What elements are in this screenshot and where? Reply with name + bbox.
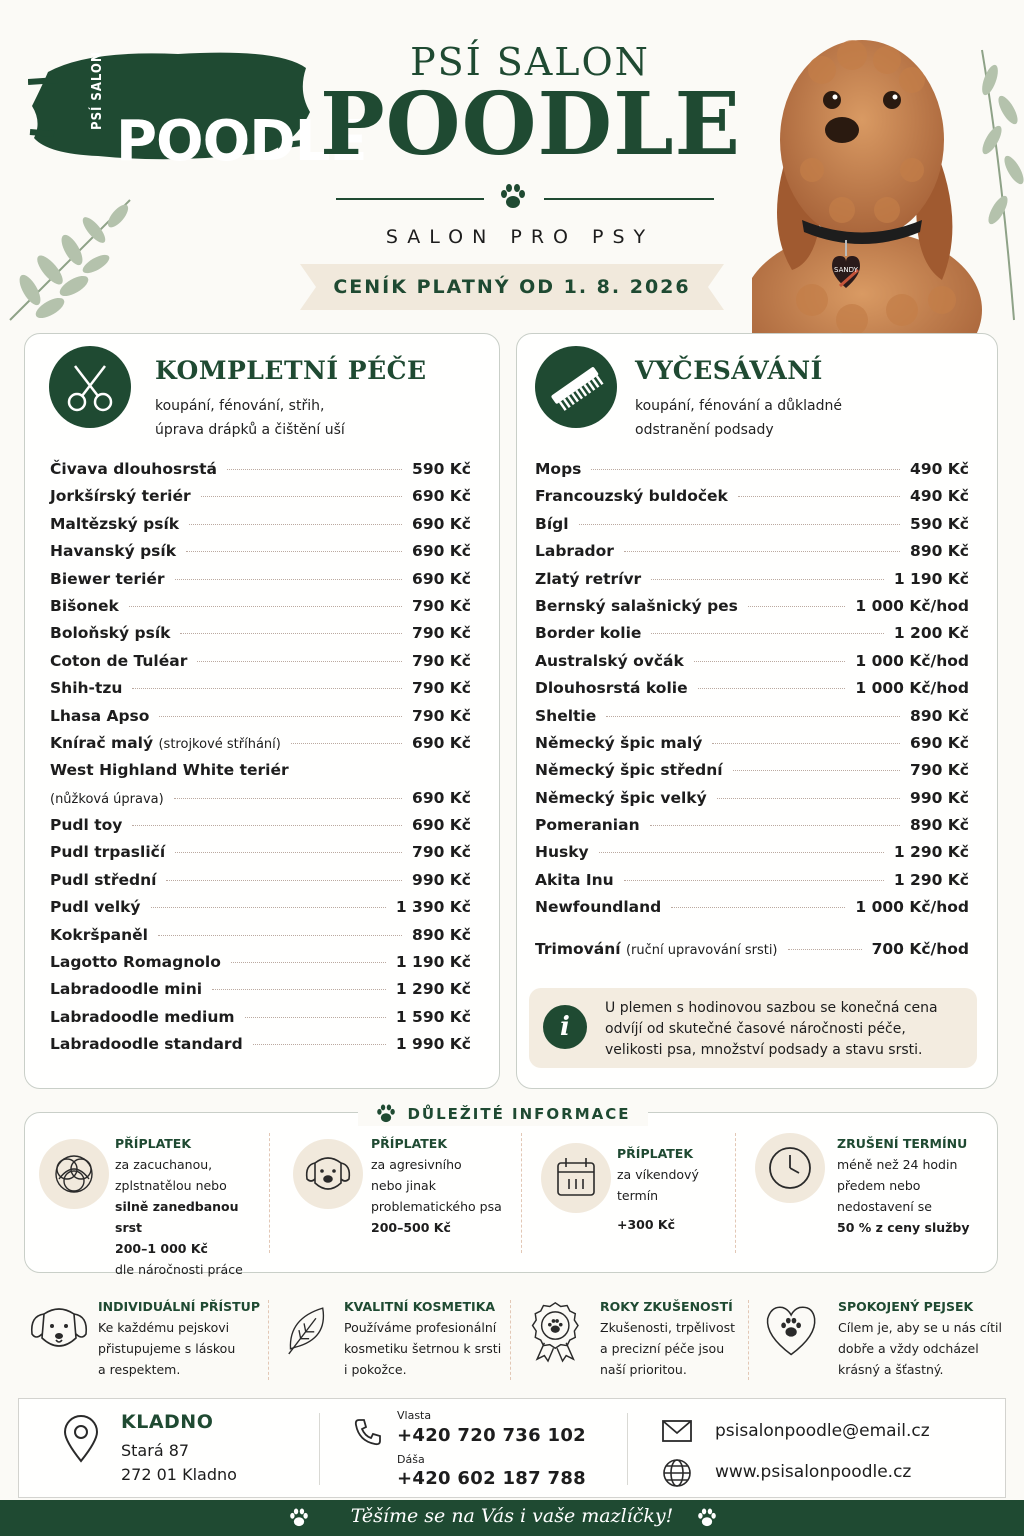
contact-address: Stará 87 272 01 Kladno: [121, 1441, 237, 1484]
price-value: 790 Kč: [412, 679, 471, 698]
feature-years-experience: ROKY ZKUŠENOSTÍ Zkušenosti, trpělivost a precizní péče jsou naší prioritou.: [528, 1296, 778, 1386]
price-row: [50, 816, 471, 843]
breed-name: Zlatý retrívr: [535, 569, 642, 588]
price-row: [50, 843, 471, 870]
brushing-price-list: [535, 460, 969, 926]
price-value: 690 Kč: [412, 487, 471, 506]
brushing-panel: [516, 333, 998, 1089]
header-line1: PSÍ SALON: [410, 40, 650, 84]
feature-individual-approach: INDIVIDUÁLNÍ PŘÍSTUP Ke každému pejskovi přistupujeme s láskou a respektem.: [26, 1296, 276, 1386]
surcharge-aggressive-dog: PŘÍPLATEK za agresivního nebo jinak problematického psa 200–500 Kč: [281, 1133, 521, 1263]
breed-name: Pomeranian: [535, 816, 640, 835]
trimming-row-wrap: [535, 940, 969, 967]
paw-icon: [375, 1103, 397, 1125]
price-row: [50, 542, 471, 569]
price-row: [535, 816, 969, 843]
heart-paw-icon: [762, 1296, 824, 1366]
price-value: 1 000 Kč/hod: [855, 898, 969, 917]
poodle-dog-image: [752, 20, 1024, 340]
phone1[interactable]: +420 720 736 102: [397, 1425, 586, 1446]
price-value: 790 Kč: [412, 596, 471, 615]
breed-name: Labradoodle mini: [50, 980, 203, 999]
brushing-title: VYČESÁVÁNÍ: [635, 356, 823, 385]
globe-icon: [661, 1457, 693, 1489]
price-value: 1 200 Kč: [893, 624, 969, 643]
breed-name: Maltězský psík: [50, 514, 180, 533]
price-row: [50, 597, 471, 624]
breed-name: Lhasa Apso: [50, 706, 150, 725]
breed-name: Pudl trpasličí: [50, 843, 166, 862]
breed-name: Labradoodle medium: [50, 1007, 235, 1026]
price-row: [535, 707, 969, 734]
contact-bar: [18, 1398, 1006, 1498]
breed-name: Australský ovčák: [535, 651, 684, 670]
price-row: [535, 843, 969, 870]
price-row: [535, 597, 969, 624]
breed-name: Boloňský psík: [50, 624, 171, 643]
divider: [319, 1413, 320, 1485]
breed-name: Jorkšírský teriér: [50, 487, 191, 506]
price-value: 1 290 Kč: [893, 843, 969, 862]
price-value: 890 Kč: [412, 925, 471, 944]
price-row: [50, 487, 471, 514]
price-value: 1 290 Kč: [395, 980, 471, 999]
price-row: [50, 980, 471, 1007]
breed-name: Bígl: [535, 514, 569, 533]
important-info-heading: DŮLEŽITÉ INFORMACE: [358, 1102, 648, 1126]
breed-name: West Highland White teriér: [50, 761, 289, 780]
phone1-label: Vlasta: [397, 1409, 432, 1422]
price-value: 690 Kč: [412, 542, 471, 561]
breed-name: Newfoundland: [535, 898, 662, 917]
breed-name: Biewer teriér: [50, 569, 165, 588]
breed-name: Bernský salašnický pes: [535, 596, 738, 615]
price-value: 1 590 Kč: [395, 1007, 471, 1026]
email-icon: [661, 1419, 693, 1443]
price-row: [535, 542, 969, 569]
header-rule-left: [336, 198, 484, 200]
price-value: 1 000 Kč/hod: [855, 596, 969, 615]
contact-city: KLADNO: [121, 1411, 214, 1433]
price-value: 890 Kč: [910, 542, 969, 561]
price-value: 890 Kč: [910, 706, 969, 725]
divider: [268, 1300, 269, 1380]
price-row: [535, 515, 969, 542]
price-row: [50, 761, 471, 788]
price-row: [50, 679, 471, 706]
price-row: [50, 570, 471, 597]
breed-name: Mops: [535, 460, 582, 478]
price-value: 890 Kč: [910, 816, 969, 835]
price-value: 490 Kč: [910, 460, 969, 478]
breed-name: Akita Inu: [535, 870, 614, 889]
divider: [627, 1413, 628, 1485]
breed-name: Coton de Tuléar: [50, 651, 188, 670]
breed-name: Husky: [535, 843, 589, 862]
phone2[interactable]: +420 602 187 788: [397, 1468, 586, 1489]
scissors-icon: [49, 346, 131, 428]
dog-face-icon: [26, 1296, 92, 1366]
divider: [269, 1133, 270, 1253]
price-value: 1 190 Kč: [893, 569, 969, 588]
award-badge-icon: [528, 1296, 588, 1366]
breed-name: Čivava dlouhosrstá: [50, 460, 217, 478]
breed-name: Border kolie: [535, 624, 642, 643]
logo-small-text: PSÍ SALON: [90, 51, 105, 130]
phone-icon: [353, 1417, 383, 1447]
price-row: [535, 761, 969, 788]
surcharge-matted-fur: PŘÍPLATEK za zacuchanou, zplstnatělou nebo silně zanedbanou srst 200–1 000 Kč dle náročnosti práce: [25, 1133, 265, 1263]
price-row: [535, 460, 969, 487]
footer-bar: [0, 1500, 1024, 1536]
logo-big-text: POODLE: [116, 109, 367, 174]
brushing-description: koupání, fénování a důkladné odstranění podsady: [635, 398, 842, 438]
breed-name: Labradoodle standard: [50, 1035, 243, 1054]
feature-happy-dog: SPOKOJENÝ PEJSEK Cílem je, aby se u nás cítil dobře a vždy odcházel krásný a šťastný.: [762, 1296, 1012, 1386]
price-value: 690 Kč: [412, 514, 471, 533]
divider: [510, 1300, 511, 1380]
price-row: [50, 953, 471, 980]
price-value: 590 Kč: [412, 460, 471, 478]
price-row: [50, 789, 471, 816]
price-value: 790 Kč: [412, 624, 471, 643]
price-row: [50, 1008, 471, 1035]
price-row: [50, 898, 471, 925]
leaves-left-icon: [0, 180, 140, 330]
price-row: [50, 734, 471, 761]
hourly-rate-info-box: [529, 988, 977, 1068]
contact-email[interactable]: psisalonpoodle@email.cz: [715, 1421, 930, 1441]
footer-text: Těšíme se na Vás i vaše mazlíčky!: [350, 1505, 674, 1527]
breed-name: Lagotto Romagnolo: [50, 953, 221, 972]
price-row: [535, 570, 969, 597]
breed-name: Kokršpaněl: [50, 925, 148, 944]
price-value: 690 Kč: [412, 733, 471, 752]
price-value: 690 Kč: [412, 816, 471, 835]
info-text: U plemen s hodinovou sazbou se konečná cena odvíjí od skutečné časové náročnosti péče, velikosti psa, množství podsady a stavu srsti.: [605, 1000, 938, 1058]
divider: [735, 1133, 736, 1253]
price-row: [535, 624, 969, 651]
price-row: [50, 515, 471, 542]
breed-name: Havanský psík: [50, 542, 177, 561]
price-row: [50, 707, 471, 734]
feature-quality-cosmetics: KVALITNÍ KOSMETIKA Používáme profesionální kosmetiku šetrnou k srsti i pokožce.: [282, 1296, 532, 1386]
breed-name: Německý špic malý: [535, 733, 703, 752]
breed-name: Německý špic velký: [535, 788, 707, 807]
breed-name: (nůžková úprava): [50, 791, 164, 807]
price-value: 790 Kč: [412, 651, 471, 670]
comb-icon: [535, 346, 617, 428]
breed-name: Bišonek: [50, 596, 119, 615]
price-value: 590 Kč: [910, 514, 969, 533]
dog-tag-text: SANDY: [834, 266, 858, 274]
breed-name: Labrador: [535, 542, 614, 561]
breed-name: Knírač malý (strojkové stříhání): [50, 733, 281, 752]
breed-name: Pudl velký: [50, 898, 141, 917]
price-value: 1 000 Kč/hod: [855, 651, 969, 670]
price-value: 690 Kč: [910, 733, 969, 752]
header-title: POODLE: [320, 74, 742, 175]
price-value: 790 Kč: [412, 706, 471, 725]
price-row: [50, 926, 471, 953]
price-row: [535, 871, 969, 898]
ribbon-text: CENÍK PLATNÝ OD 1. 8. 2026: [333, 276, 691, 298]
price-value: 690 Kč: [412, 569, 471, 588]
price-row: [535, 679, 969, 706]
important-info-box: [24, 1112, 998, 1277]
price-row: [535, 789, 969, 816]
leaf-icon: [282, 1296, 338, 1366]
price-value: 490 Kč: [910, 487, 969, 506]
price-row: [50, 652, 471, 679]
price-row: [535, 734, 969, 761]
price-row: [50, 1035, 471, 1062]
tangled-fur-icon: [39, 1139, 109, 1209]
cancellation-policy: ZRUŠENÍ TERMÍNU méně než 24 hodin předem nebo nedostavení se 50 % z ceny služby: [741, 1133, 981, 1263]
breed-name: Francouzský buldoček: [535, 487, 728, 506]
price-valid-ribbon: [300, 264, 724, 310]
info-icon: i: [543, 1005, 587, 1049]
price-value: 790 Kč: [412, 843, 471, 862]
price-row: [50, 871, 471, 898]
contact-website[interactable]: www.psisalonpoodle.cz: [715, 1462, 912, 1482]
divider: [748, 1300, 749, 1380]
price-value: 990 Kč: [412, 870, 471, 889]
price-row: [535, 652, 969, 679]
price-value: 690 Kč: [412, 788, 471, 807]
clock-icon: [755, 1133, 825, 1203]
breed-name: Pudl střední: [50, 870, 157, 889]
price-value: 1 000 Kč/hod: [855, 679, 969, 698]
dog-face-icon: [293, 1139, 363, 1209]
brand-logo: [28, 42, 367, 174]
breed-name: Německý špic střední: [535, 761, 723, 780]
price-row: [50, 460, 471, 487]
price-row: [535, 487, 969, 514]
breed-name: Dlouhosrstá kolie: [535, 679, 688, 698]
breed-name: Pudl toy: [50, 816, 123, 835]
price-value: 1 390 Kč: [395, 898, 471, 917]
price-value: 1 290 Kč: [893, 870, 969, 889]
paw-icon: [696, 1507, 718, 1529]
breed-name: Shih-tzu: [50, 679, 123, 698]
price-value: 1 990 Kč: [395, 1035, 471, 1054]
price-row: [535, 898, 969, 925]
price-value: 790 Kč: [910, 761, 969, 780]
price-row: [50, 624, 471, 651]
paw-icon: [498, 182, 528, 212]
phone2-label: Dáša: [397, 1453, 425, 1466]
header-subtitle: SALON PRO PSY: [385, 226, 655, 248]
header-rule-right: [544, 198, 714, 200]
complete-care-description: koupání, fénování, střih, úprava drápků a čištění uší: [155, 398, 345, 438]
trimming-row: Trimování (ruční upravování srsti) 700 Kč/hod: [535, 940, 969, 958]
location-pin-icon: [63, 1415, 99, 1463]
price-value: 990 Kč: [910, 788, 969, 807]
complete-care-price-list: [50, 460, 471, 1063]
breed-name: Sheltie: [535, 706, 597, 725]
divider: [521, 1133, 522, 1253]
calendar-icon: [541, 1143, 611, 1213]
surcharge-weekend: PŘÍPLATEK za víkendový termín +300 Kč: [527, 1133, 767, 1263]
complete-care-title: KOMPLETNÍ PÉČE: [155, 356, 427, 385]
complete-care-panel: [24, 333, 500, 1089]
price-value: 1 190 Kč: [395, 953, 471, 972]
